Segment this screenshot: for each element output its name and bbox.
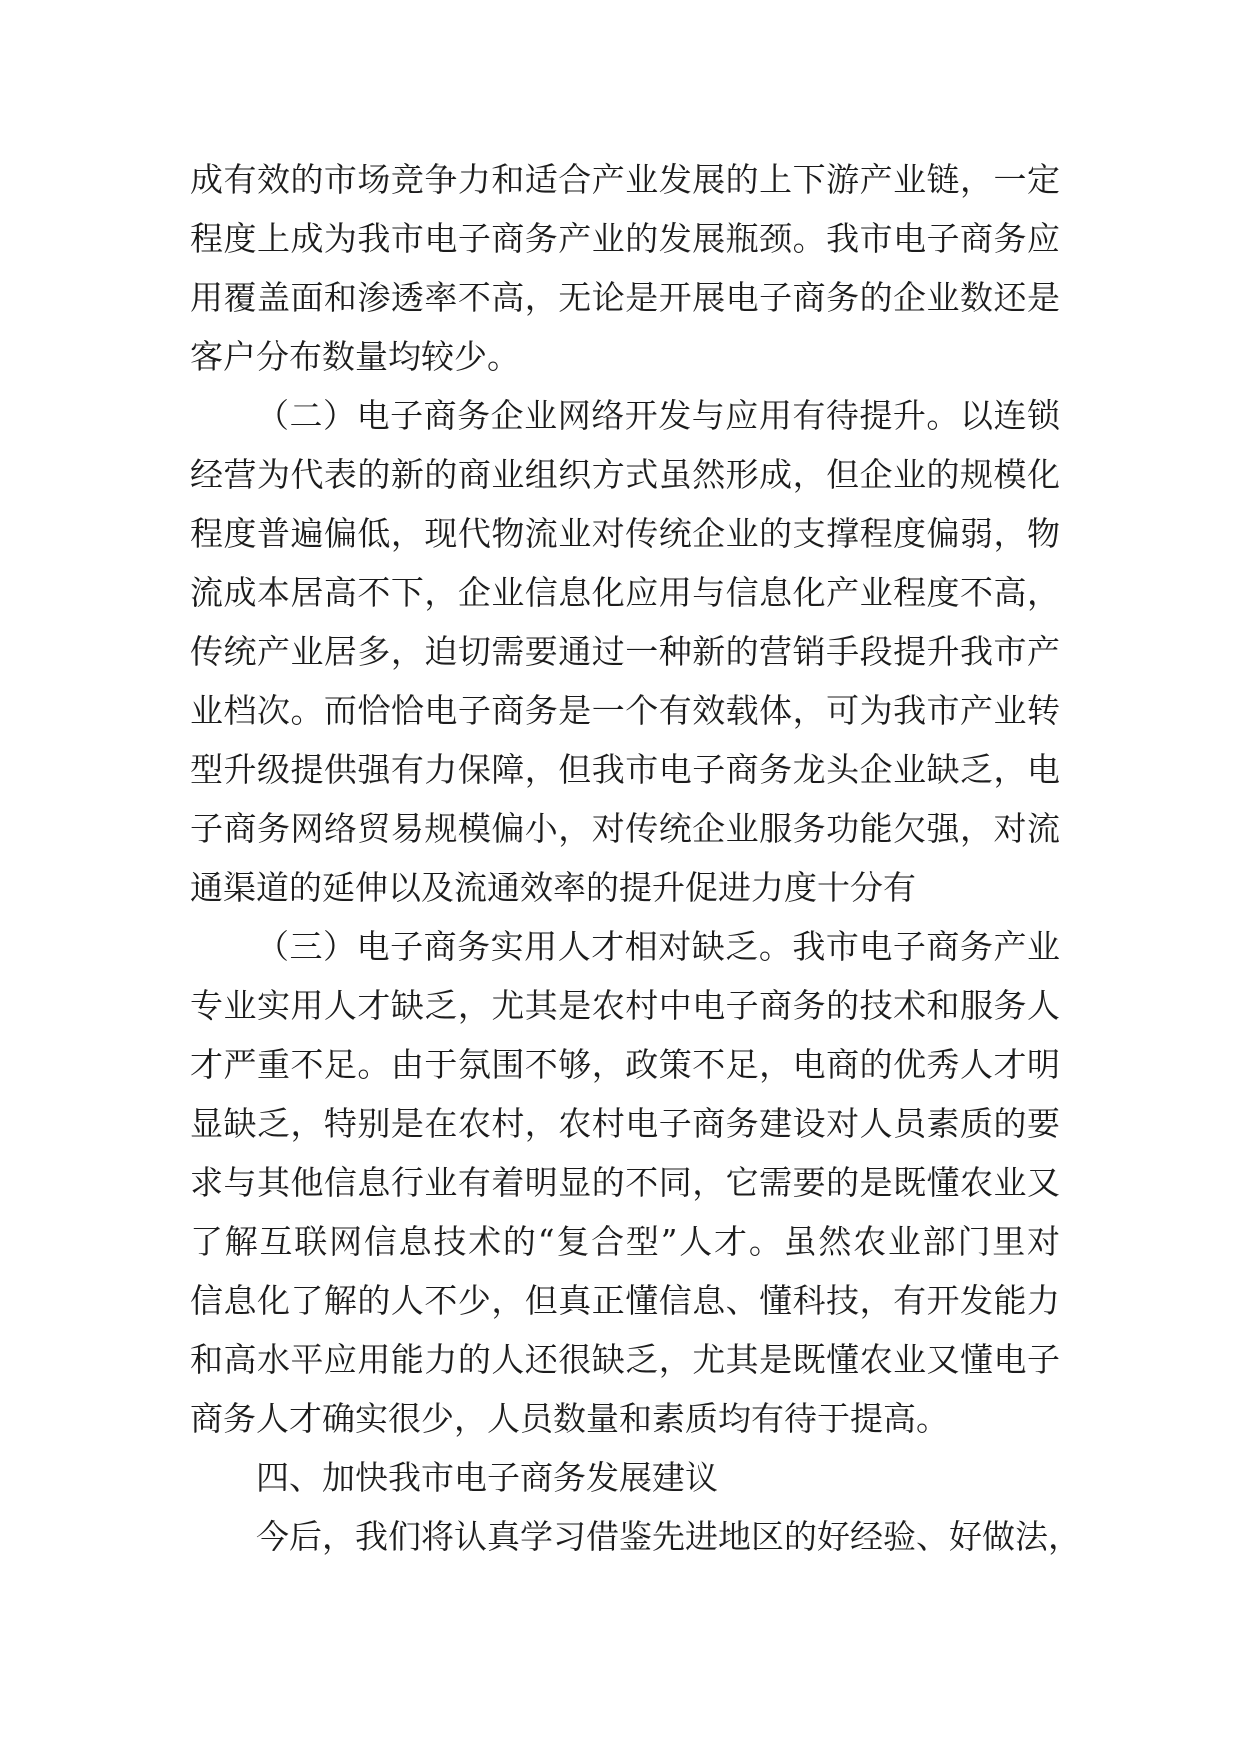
text-line: 经营为代表的新的商业组织方式虽然形成，但企业的规模化	[190, 455, 1060, 494]
text-line: 才严重不足。由于氛围不够，政策不足，电商的优秀人才明	[190, 1045, 1060, 1084]
text-line: 程度普遍偏低，现代物流业对传统企业的支撑程度偏弱，物	[190, 514, 1060, 553]
text-line: 求与其他信息行业有着明显的不同，它需要的是既懂农业又	[190, 1163, 1060, 1202]
text-line: 和高水平应用能力的人还很缺乏，尤其是既懂农业又懂电子	[190, 1340, 1060, 1379]
text-line: 通渠道的延伸以及流通效率的提升促进力度十分有	[190, 868, 916, 907]
text-line: 了解互联网信息技术的“复合型”人才。虽然农业部门里对	[190, 1222, 1060, 1261]
text-line: 型升级提供强有力保障，但我市电子商务龙头企业缺乏，电	[190, 750, 1060, 789]
chapter-heading: 四、加快我市电子商务发展建议	[256, 1458, 718, 1497]
text-line: 信息化了解的人不少，但真正懂信息、懂科技，有开发能力	[190, 1281, 1060, 1320]
text-line: 客户分布数量均较少。	[190, 337, 520, 376]
document-body	[190, 150, 1081, 1566]
text-line: 流成本居高不下，企业信息化应用与信息化产业程度不高，	[190, 573, 1060, 612]
text-line: 传统产业居多，迫切需要通过一种新的营销手段提升我市产	[190, 632, 1060, 671]
text-line: 子商务网络贸易规模偏小，对传统企业服务功能欠强，对流	[190, 809, 1060, 848]
text-line: 商务人才确实很少，人员数量和素质均有待于提高。	[190, 1399, 949, 1438]
text-line: 专业实用人才缺乏，尤其是农村中电子商务的技术和服务人	[190, 986, 1060, 1025]
section-heading-line: （二）电子商务企业网络开发与应用有待提升。以连锁	[256, 396, 1060, 435]
text-line: 今后，我们将认真学习借鉴先进地区的好经验、好做法，	[256, 1517, 1081, 1556]
section-heading-line: （三）电子商务实用人才相对缺乏。我市电子商务产业	[256, 927, 1060, 966]
text-line: 显缺乏，特别是在农村，农村电子商务建设对人员素质的要	[190, 1104, 1060, 1143]
text-line: 成有效的市场竞争力和适合产业发展的上下游产业链，一定	[190, 160, 1060, 199]
text-line: 业档次。而恰恰电子商务是一个有效载体，可为我市产业转	[190, 691, 1060, 730]
text-line: 用覆盖面和渗透率不高，无论是开展电子商务的企业数还是	[190, 278, 1060, 317]
text-line: 程度上成为我市电子商务产业的发展瓶颈。我市电子商务应	[190, 219, 1060, 258]
